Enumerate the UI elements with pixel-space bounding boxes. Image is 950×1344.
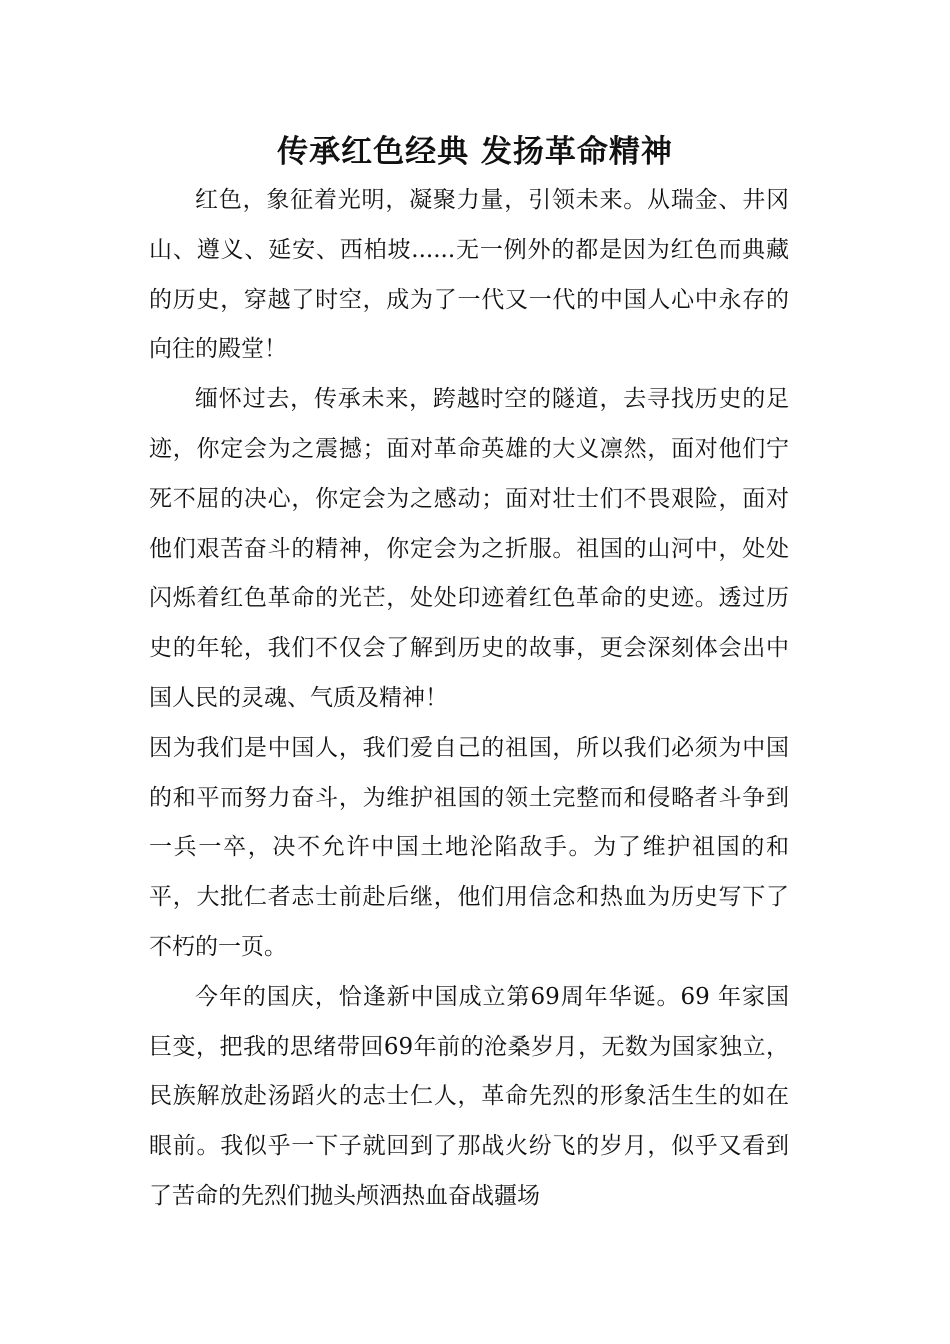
paragraph-defend-peace: 因为我们是中国人，我们爱自己的祖国，所以我们必须为中国的和平而努力奋斗，为维护祖国的领土完整而和侵略者斗争到一兵一卒，决不允许中国土地沦陷敌手。为了维护祖国的和平，大批仁者志士前赴后继，他们用信念和热血为历史写下了不朽的一页。 bbox=[149, 734, 789, 960]
document-body bbox=[149, 176, 789, 1222]
paragraph-remember-past: 缅怀过去，传承未来，跨越时空的隧道，去寻找历史的足迹，你定会为之震撼；面对革命英雄的大义凛然，面对他们宁死不屈的决心，你定会为之感动；面对壮士们不畏艰险，面对他们艰苦奋斗的精神，你定会为之折服。祖国的山河中，处处闪烁着红色革命的光芒，处处印迹着红色革命的史迹。透过历史的年轮，我们不仅会了解到历史的故事，更会深刻体会出中国人民的灵魂、气质及精神！ bbox=[149, 386, 789, 711]
paragraph-red-symbol: 红色，象征着光明，凝聚力量，引领未来。从瑞金、井冈山、遵义、延安、西柏坡......无一例外的都是因为红色而典藏的历史，穿越了时空，成为了一代又一代的中国人心中永存的向往的殿堂！ bbox=[149, 187, 789, 363]
document-title: 传承红色经典 发扬革命精神 bbox=[277, 134, 673, 170]
paragraph-national-day: 今年的国庆，恰逢新中国成立第69周年华诞。69 年家国巨变，把我的思绪带回69年前的沧桑岁月，无数为国家独立，民族解放赴汤蹈火的志士仁人，革命先烈的形象活生生的如在眼前。我似乎一下子就回到了那战火纷飞的岁月，似乎又看到了苦命的先烈们抛头颅洒热血奋战疆场 bbox=[149, 983, 789, 1209]
